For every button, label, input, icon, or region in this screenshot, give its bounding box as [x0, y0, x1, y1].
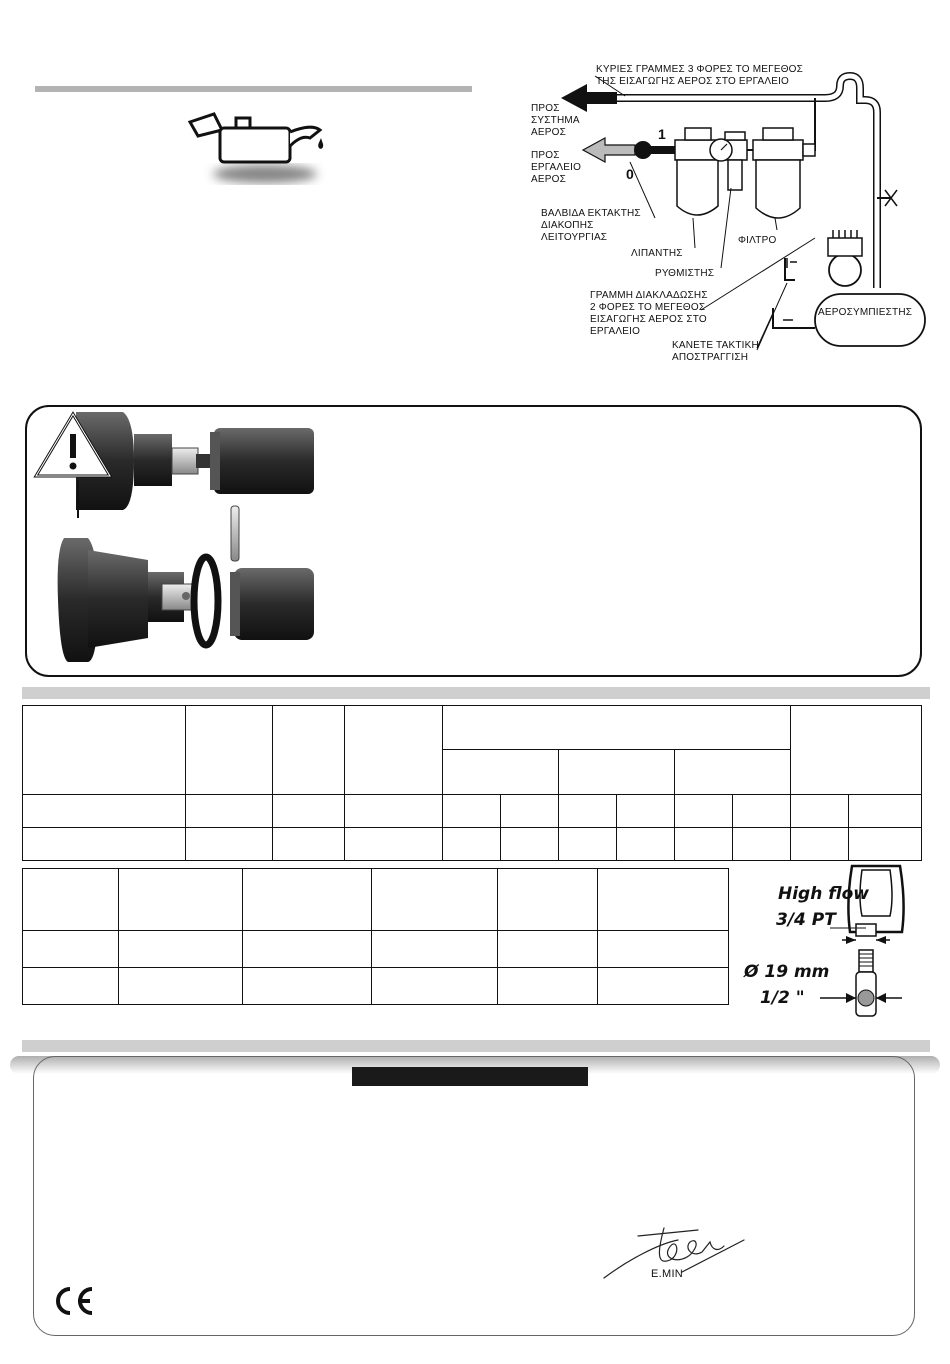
- table-cell: [272, 827, 344, 860]
- section-rule: [35, 86, 472, 92]
- table-cell: [23, 968, 119, 1005]
- table-cell: [344, 794, 443, 827]
- compressor-label: ΑΕΡΟΣΥΜΠΙΕΣΤΗΣ: [818, 307, 913, 318]
- socket-retainer-illustration: [28, 410, 328, 668]
- table-header-cell: [23, 869, 119, 931]
- table-cell: [559, 794, 617, 827]
- table-cell: [23, 827, 186, 860]
- table-cell: [118, 931, 242, 968]
- table-cell: [675, 794, 733, 827]
- table-cell: [598, 968, 729, 1005]
- table-cell: [344, 827, 443, 860]
- high-flow-label: High flow: [778, 884, 870, 904]
- table-header-cell: [498, 869, 598, 931]
- section-band: [22, 687, 930, 699]
- main-lines-label: ΚΥΡΙΕΣ ΓΡΑΜΜΕΣ 3 ΦΟΡΕΣ ΤΟ ΜΕΓΕΘΟΣ ΤΗΣ ΕΙΣΑΓΩΓΗΣ ΑΕΡΟΣ ΣΤΟ ΕΡΓΑΛΕΙΟ: [596, 64, 804, 87]
- regulator-label: ΡΥΘΜΙΣΤΗΣ: [655, 268, 715, 279]
- table-header-cell: [372, 869, 498, 931]
- table-header-cell: [443, 750, 559, 794]
- table-cell: [242, 931, 372, 968]
- table-header-cell: [443, 706, 791, 750]
- table-cell: [23, 794, 186, 827]
- table-cell: [272, 794, 344, 827]
- section-band: [22, 1040, 930, 1052]
- oil-can-icon: [180, 108, 340, 188]
- valve-off-label: 0: [626, 166, 634, 182]
- declaration-panel: [33, 1056, 915, 1336]
- declaration-header-bar: [352, 1067, 588, 1086]
- table-cell: [372, 931, 498, 968]
- table-cell: [372, 968, 498, 1005]
- table-header-cell: [675, 750, 791, 794]
- table-cell: [617, 827, 675, 860]
- drain-label: ΚΑΝΕΤΕ ΤΑΚΤΙΚΗ ΑΠΟΣΤΡΑΓΓΙΣΗ: [672, 340, 759, 363]
- table-cell: [848, 827, 921, 860]
- table-header-cell: [598, 869, 729, 931]
- table-header-cell: [242, 869, 372, 931]
- table-header-cell: [23, 706, 186, 795]
- table-header-cell: [344, 706, 443, 795]
- spec-table-main: [22, 705, 922, 861]
- table-cell: [733, 827, 791, 860]
- table-cell: [675, 827, 733, 860]
- table-cell: [848, 794, 921, 827]
- filter-label: ΦΙΛΤΡΟ: [738, 235, 777, 246]
- table-cell: [185, 794, 272, 827]
- table-cell: [443, 794, 501, 827]
- valve-on-label: 1: [658, 126, 666, 142]
- branch-line-label: ΓΡΑΜΜΗ ΔΙΑΚΛΑΔΩΣΗΣ 2 ΦΟΡΕΣ ΤΟ ΜΕΓΕΘΟΣ ΕΙΣΑΓΩΓΗΣ ΑΕΡΟΣ ΣΤΟ ΕΡΓΑΛΕΙΟ: [590, 290, 708, 337]
- table-cell: [185, 827, 272, 860]
- spec-table-secondary: [22, 868, 729, 1005]
- table-cell: [498, 968, 598, 1005]
- table-cell: [733, 794, 791, 827]
- hose-inch-label: 1/2 ": [760, 988, 805, 1008]
- table-header-cell: [559, 750, 675, 794]
- to-tool-label: ΠΡΟΣ ΕΡΓΑΛΕΙΟ ΑΕΡΟΣ: [531, 150, 582, 185]
- emergency-valve-label: ΒΑΛΒΙΔΑ ΕΚΤΑΚΤΗΣ ΔΙΑΚΟΠΗΣ ΛΕΙΤΟΥΡΓΙΑΣ: [541, 208, 641, 243]
- table-cell: [501, 827, 559, 860]
- signer-name: E.MIN: [651, 1268, 684, 1280]
- table-cell: [559, 827, 617, 860]
- table-header-cell: [118, 869, 242, 931]
- table-cell: [23, 931, 119, 968]
- table-header-cell: [272, 706, 344, 795]
- table-header-cell: [791, 706, 922, 795]
- table-cell: [501, 794, 559, 827]
- table-cell: [791, 794, 849, 827]
- table-cell: [443, 827, 501, 860]
- table-cell: [118, 968, 242, 1005]
- hose-diameter-label: Ø 19 mm: [744, 962, 830, 982]
- table-cell: [617, 794, 675, 827]
- table-cell: [598, 931, 729, 968]
- table-cell: [242, 968, 372, 1005]
- to-air-system-label: ΠΡΟΣ ΣΥΣΤΗΜΑ ΑΕΡΟΣ: [531, 103, 580, 138]
- table-header-cell: [185, 706, 272, 795]
- table-cell: [791, 827, 849, 860]
- table-cell: [498, 931, 598, 968]
- ce-mark: [52, 1285, 96, 1317]
- lubricator-label: ΛΙΠΑΝΤΗΣ: [631, 248, 683, 259]
- thread-size-label: 3/4 PT: [776, 910, 836, 930]
